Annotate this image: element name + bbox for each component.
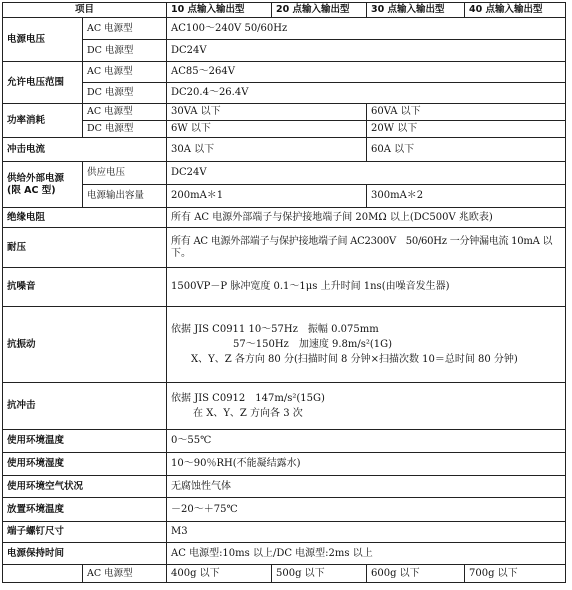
terminal-screw-row [3, 522, 566, 543]
vibration-value [167, 307, 566, 383]
operating-temp-value: 0～55℃ [167, 430, 566, 453]
external-supply-capacity-large: 300mA＊2 [367, 185, 566, 208]
allowed-voltage-ac-label: AC 电源型 [83, 62, 167, 83]
allowed-voltage-ac-row [3, 62, 566, 83]
power-consumption-dc-small: 6W 以下 [167, 121, 367, 138]
external-supply-voltage-value: DC24V [167, 162, 566, 185]
weight-ac-label: AC 电源型 [83, 565, 167, 583]
power-hold-row [3, 543, 566, 565]
external-supply-voltage-label: 供应电压 [83, 162, 167, 185]
supply-voltage-dc-value: DC24V [167, 40, 566, 62]
power-consumption-ac-label: AC 电源型 [83, 104, 167, 121]
withstand-value [167, 228, 566, 268]
external-supply-capacity-row [3, 185, 566, 208]
withstand-label: 耐压 [3, 228, 167, 268]
header-20-point: 20 点输入输出型 [272, 3, 367, 18]
withstand-row [3, 228, 566, 268]
weight-20-point: 500g 以下 [272, 565, 367, 583]
supply-voltage-ac-row [3, 18, 566, 40]
external-supply-label-line1: 供给外部电源 [7, 172, 65, 184]
insulation-row [3, 208, 566, 228]
noise-label: 抗噪音 [3, 268, 167, 307]
power-consumption-dc-label: DC 电源型 [83, 121, 167, 138]
weight-30-point: 600g 以下 [367, 565, 465, 583]
power-consumption-ac-row [3, 104, 566, 121]
supply-voltage-label: 电源电压 [3, 18, 83, 62]
vibration-line2: 57～150Hz 加速度 9.8m/s²(1G) [233, 339, 393, 350]
shock-label: 抗冲击 [3, 383, 167, 430]
header-40-point: 40 点输入输出型 [465, 3, 566, 18]
storage-temp-value: －20～＋75℃ [167, 498, 566, 522]
operating-temp-label: 使用环境温度 [3, 430, 167, 453]
external-supply-label [3, 162, 83, 208]
external-supply-capacity-small: 200mA＊1 [167, 185, 367, 208]
power-hold-label: 电源保持时间 [3, 543, 167, 565]
shock-line1: 依据 JIS C0912 147m/s²(15G) [171, 393, 325, 404]
external-supply-voltage-row [3, 162, 566, 185]
external-supply-label-line2: (限 AC 型) [7, 184, 56, 196]
weight-40-point: 700g 以下 [465, 565, 566, 583]
shock-line2: 在 X、Y、Z 方向各 3 次 [193, 408, 303, 419]
supply-voltage-dc-label: DC 电源型 [83, 40, 167, 62]
shock-value [167, 383, 566, 430]
withstand-line1: 所有 AC 电源外部端子与保护接地端子间 AC2300V 50/60Hz 一分钟漏电流 10mA 以 [171, 235, 553, 247]
inrush-current-row [3, 138, 566, 162]
terminal-screw-label: 端子螺钉尺寸 [3, 522, 167, 543]
header-10-point: 10 点输入输出型 [167, 3, 272, 18]
supply-voltage-ac-value: AC100～240V 50/60Hz [167, 18, 566, 40]
operating-atmosphere-value: 无腐蚀性气体 [167, 476, 566, 498]
operating-temp-row [3, 430, 566, 453]
insulation-value: 所有 AC 电源外部端子与保护接地端子间 20MΩ 以上(DC500V 兆欧表) [167, 208, 566, 228]
allowed-voltage-ac-value: AC85～264V [167, 62, 566, 83]
operating-humidity-row [3, 453, 566, 476]
power-consumption-ac-large: 60VA 以下 [367, 104, 566, 121]
supply-voltage-ac-label: AC 电源型 [83, 18, 167, 40]
power-consumption-dc-large: 20W 以下 [367, 121, 566, 138]
inrush-current-large: 60A 以下 [367, 138, 566, 162]
noise-row [3, 268, 566, 307]
header-item: 项目 [3, 3, 167, 18]
vibration-line1: 依据 JIS C0911 10～57Hz 振幅 0.075mm [171, 324, 379, 335]
power-hold-value: AC 电源型:10ms 以上/DC 电源型:2ms 以上 [167, 543, 566, 565]
allowed-voltage-dc-value: DC20.4～26.4V [167, 83, 566, 104]
withstand-line2: 下。 [171, 247, 192, 259]
inrush-current-label: 冲击电流 [3, 138, 167, 162]
terminal-screw-value: M3 [167, 522, 566, 543]
supply-voltage-dc-row [3, 40, 566, 62]
storage-temp-row [3, 498, 566, 522]
operating-humidity-value: 10～90％RH(不能凝结露水) [167, 453, 566, 476]
power-consumption-dc-row [3, 121, 566, 138]
allowed-voltage-dc-row [3, 83, 566, 104]
power-consumption-ac-small: 30VA 以下 [167, 104, 367, 121]
operating-humidity-label: 使用环境湿度 [3, 453, 167, 476]
storage-temp-label: 放置环境温度 [3, 498, 167, 522]
weight-label-cell [3, 565, 83, 583]
vibration-row [3, 307, 566, 383]
inrush-current-small: 30A 以下 [167, 138, 367, 162]
allowed-voltage-label: 允许电压范围 [3, 62, 83, 104]
vibration-label: 抗振动 [3, 307, 167, 383]
external-supply-capacity-label: 电源输出容量 [83, 185, 167, 208]
shock-row [3, 383, 566, 430]
header-row [3, 3, 566, 18]
noise-value: 1500VP－P 脉冲宽度 0.1～1μs 上升时间 1ns(由噪音发生器) [167, 268, 566, 307]
weight-ac-row [3, 565, 566, 583]
header-30-point: 30 点输入输出型 [367, 3, 465, 18]
insulation-label: 绝缘电阻 [3, 208, 167, 228]
power-consumption-label: 功率消耗 [3, 104, 83, 138]
vibration-line3: X、Y、Z 各方向 80 分(扫描时间 8 分钟×扫描次数 10＝总时间 80 分钟) [191, 354, 518, 365]
operating-atmosphere-label: 使用环境空气状况 [3, 476, 167, 498]
allowed-voltage-dc-label: DC 电源型 [83, 83, 167, 104]
spec-table [2, 2, 566, 583]
operating-atmosphere-row [3, 476, 566, 498]
weight-10-point: 400g 以下 [167, 565, 272, 583]
